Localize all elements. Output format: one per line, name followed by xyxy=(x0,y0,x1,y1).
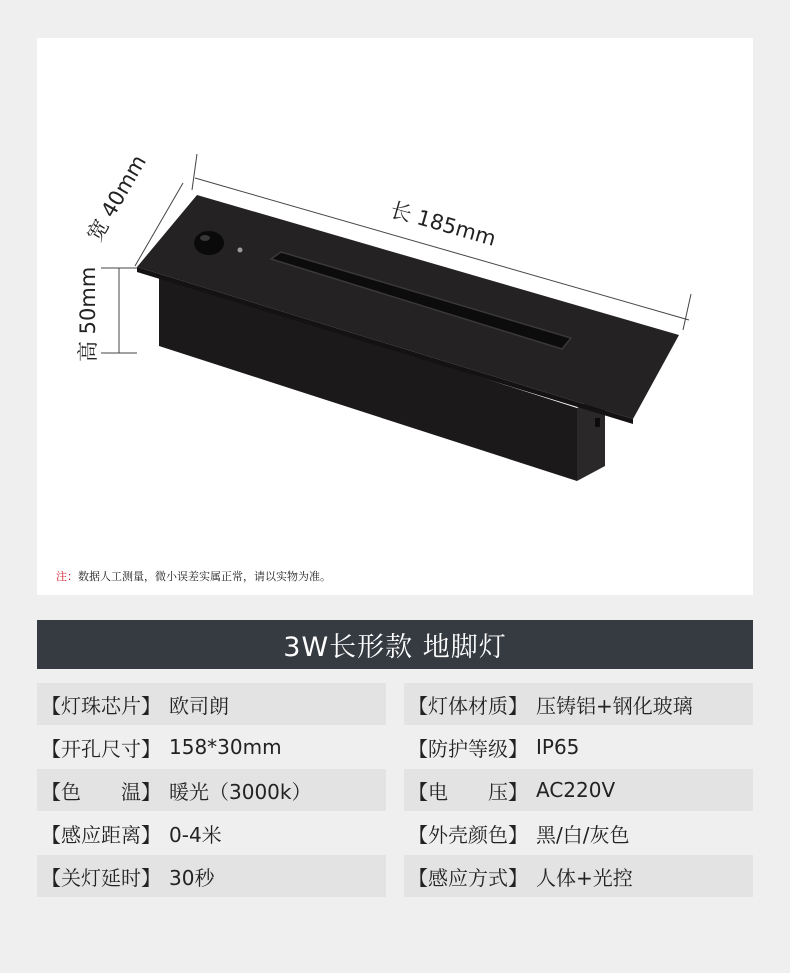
height-label: 高 50mm xyxy=(76,266,100,362)
product-illustration xyxy=(37,38,753,595)
spec-value: 30秒 xyxy=(169,865,215,890)
spec-value: 人体+光控 xyxy=(536,865,633,890)
measurement-note xyxy=(56,568,331,584)
note-prefix: 注： xyxy=(56,570,78,583)
light-sensor xyxy=(238,248,243,253)
spec-label: 【开孔尺寸】 xyxy=(41,736,161,761)
spec-ip-rating xyxy=(404,726,753,768)
spec-chip xyxy=(37,683,386,725)
spec-color-temp xyxy=(37,769,386,811)
spec-cutout xyxy=(37,726,386,768)
spec-housing-color xyxy=(404,812,753,854)
spec-value: AC220V xyxy=(536,778,616,802)
note-text: 数据人工测量，微小误差实属正常，请以实物为准。 xyxy=(78,570,331,583)
spec-value: 欧司朗 xyxy=(169,693,229,718)
spec-label: 【防护等级】 xyxy=(408,736,528,761)
spec-value: 0-4米 xyxy=(169,822,222,847)
spec-label: 【感应方式】 xyxy=(408,865,528,890)
spec-voltage xyxy=(404,769,753,811)
lamp-end-hole xyxy=(595,418,600,427)
spec-label: 【外壳颜色】 xyxy=(408,822,528,847)
spec-label: 【灯体材质】 xyxy=(408,693,528,718)
spec-label: 【关灯延时】 xyxy=(41,865,161,890)
spec-value: 黑/白/灰色 xyxy=(536,822,630,847)
spec-value: 压铸铝+钢化玻璃 xyxy=(536,693,693,718)
spec-material xyxy=(404,683,753,725)
spec-label: 【电 压】 xyxy=(408,779,528,804)
width-label: 宽 40mm xyxy=(82,150,151,246)
spec-sensing-mode xyxy=(404,855,753,897)
spec-label: 【色 温】 xyxy=(41,779,161,804)
product-title: 3W长形款 地脚灯 xyxy=(283,632,507,663)
product-photo-card xyxy=(37,38,753,595)
spec-value: IP65 xyxy=(536,735,580,759)
spec-value: 暖光（3000k） xyxy=(169,779,312,804)
spec-label: 【灯珠芯片】 xyxy=(41,693,161,718)
product-title-bar xyxy=(37,620,753,669)
spec-label: 【感应距离】 xyxy=(41,822,161,847)
spec-value: 158*30mm xyxy=(169,735,282,759)
spec-sensing-distance xyxy=(37,812,386,854)
spec-off-delay xyxy=(37,855,386,897)
length-label: 长 185mm xyxy=(387,197,499,251)
pir-sensor xyxy=(194,231,224,255)
